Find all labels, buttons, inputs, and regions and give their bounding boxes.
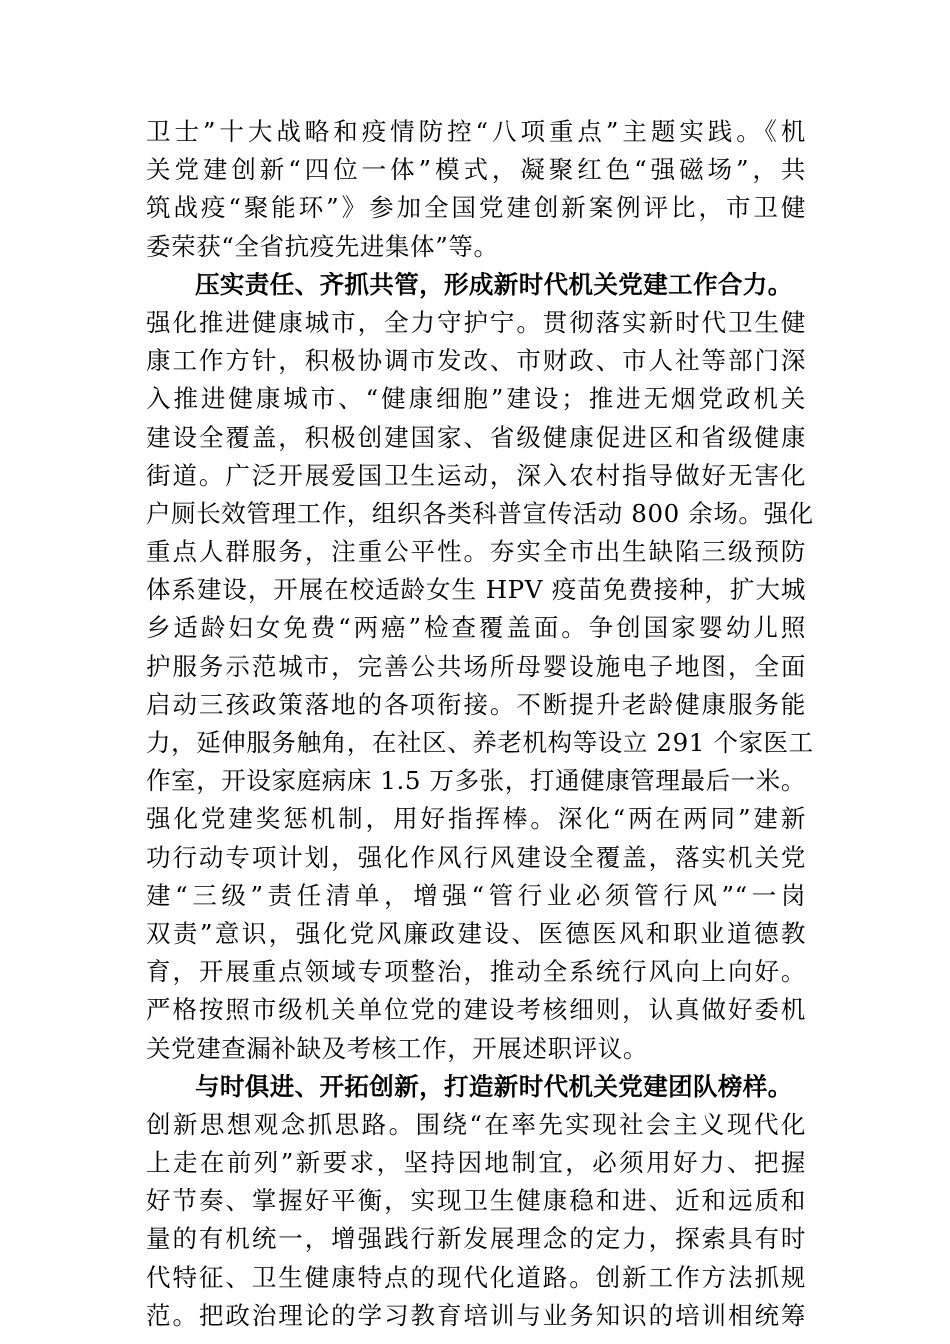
text-line: 卫士”十大战略和疫情防控“八项重点”主题实践。《机: [146, 117, 806, 146]
text-line: 育，开展重点领域专项整治，推动全系统行风向上向好。: [146, 957, 806, 987]
text-line: 乡适龄妇女免费“两癌”检查覆盖面。争创国家婴幼儿照: [146, 613, 806, 643]
text-line: 量的有机统一，增强践行新发展理念的定力，探索具有时: [146, 1224, 806, 1254]
text-line: 功行动专项计划，强化作风行风建设全覆盖，落实机关党: [146, 842, 806, 872]
text-line: 强化党建奖惩机制，用好指挥棒。深化“两在两同”建新: [146, 804, 806, 834]
text-line: 好节奏、掌握好平衡，实现卫生健康稳和进、近和远质和: [146, 1186, 806, 1216]
text-line: 作室，开设家庭病床 1.5 万多张，打通健康管理最后一米。: [146, 766, 806, 796]
text-line: 建设全覆盖，积极创建国家、省级健康促进区和省级健康: [146, 422, 806, 452]
text-line: 关党建创新“四位一体”模式，凝聚红色“强磁场”，共: [146, 155, 806, 185]
text-line: 创新思想观念抓思路。围绕“在率先实现社会主义现代化: [146, 1109, 806, 1139]
text-line: 上走在前列”新要求，坚持因地制宜，必须用好力、把握: [146, 1148, 806, 1178]
text-line: 康工作方针，积极协调市发改、市财政、市人社等部门深: [146, 346, 806, 376]
text-line: 启动三孩政策落地的各项衔接。不断提升老龄健康服务能: [146, 689, 806, 719]
text-line: 范。把政治理论的学习教育培训与业务知识的培训相统筹: [146, 1300, 806, 1330]
text-line: 强化推进健康城市，全力守护宁。贯彻落实新时代卫生健: [146, 307, 806, 337]
text-line: 代特征、卫生健康特点的现代化道路。创新工作方法抓规: [146, 1262, 806, 1292]
section-heading: 与时俱进、开拓创新，打造新时代机关党建团队榜样。: [195, 1071, 793, 1101]
body-text: [146, 113, 814, 1335]
text-line: 力，延伸服务触角，在社区、养老机构等设立 291 个家医工: [146, 728, 814, 757]
text-line: 建“三级”责任清单，增强“管行业必须管行风”“一岗: [146, 880, 806, 910]
text-line: 户厕长效管理工作，组织各类科普宣传活动 800 余场。强化: [146, 498, 814, 528]
text-line: 严格按照市级机关单位党的建设考核细则，认真做好委机: [146, 995, 806, 1025]
text-line: 关党建查漏补缺及考核工作，开展述职评议。: [146, 1033, 648, 1063]
text-line: 双责”意识，强化党风廉政建设、医德医风和职业道德教: [146, 918, 806, 948]
text-line: 护服务示范城市，完善公共场所母婴设施电子地图，全面: [146, 651, 806, 681]
text-line: 街道。广泛开展爱国卫生运动，深入农村指导做好无害化: [146, 460, 806, 490]
text-line: 体系建设，开展在校适龄女生 HPV 疫苗免费接种，扩大城: [146, 575, 806, 605]
text-line: 委荣获“全省抗疫先进集体”等。: [146, 231, 499, 261]
section-heading: 压实责任、齐抓共管，形成新时代机关党建工作合力。: [195, 269, 793, 299]
text-line: 重点人群服务，注重公平性。夯实全市出生缺陷三级预防: [146, 537, 806, 567]
text-line: 入推进健康城市、“健康细胞”建设；推进无烟党政机关: [146, 384, 806, 414]
text-line: 筑战疫“聚能环”》参加全国党建创新案例评比，市卫健: [146, 193, 806, 223]
